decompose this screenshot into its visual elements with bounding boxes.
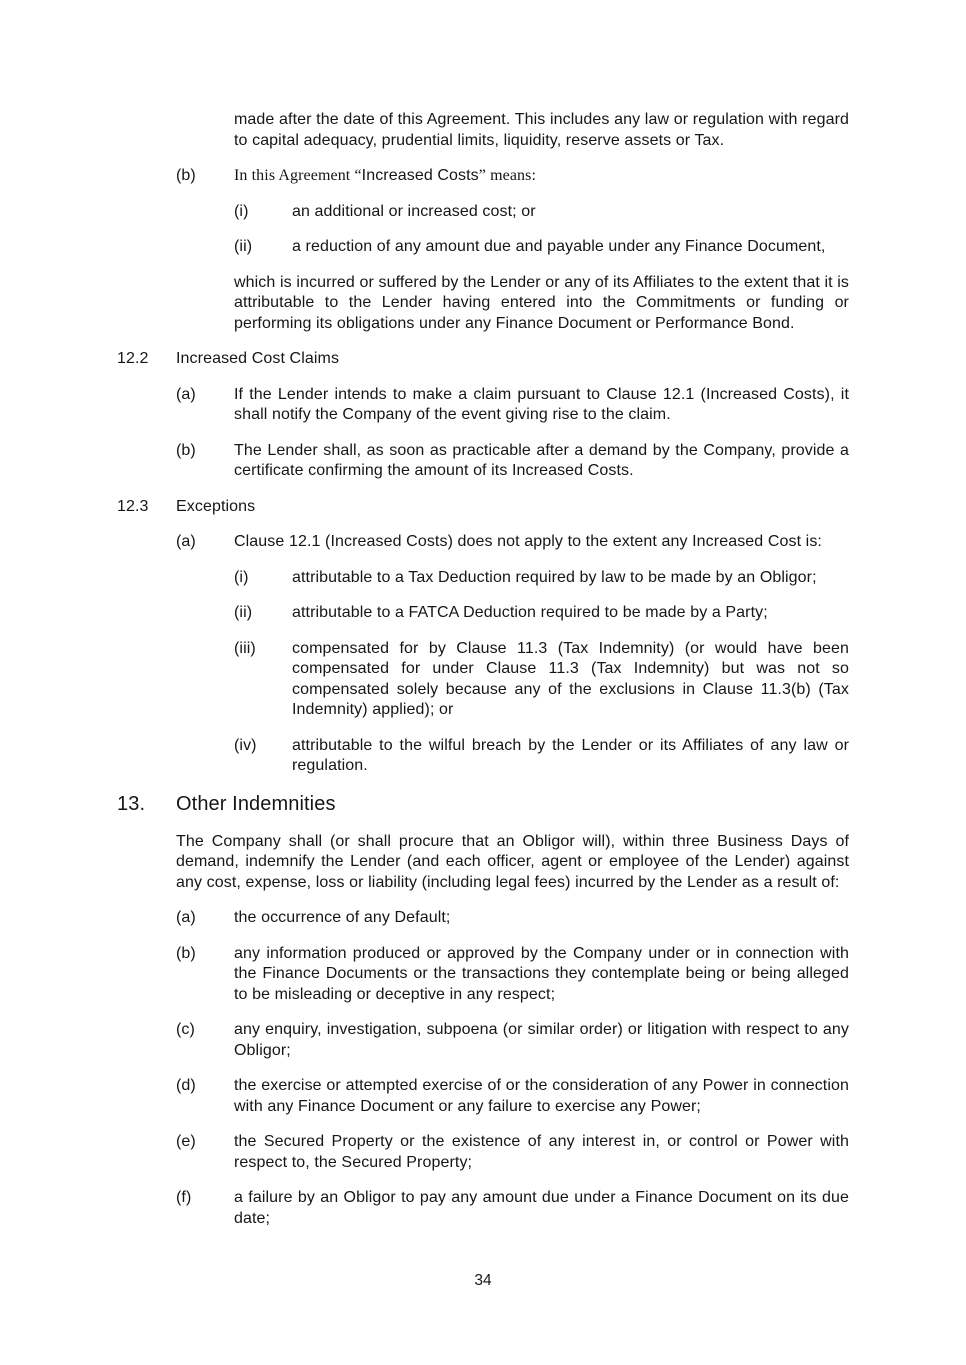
clause-marker: (i) bbox=[234, 568, 249, 586]
clause-marker: (iii) bbox=[234, 639, 256, 657]
section-13-heading bbox=[117, 792, 849, 817]
clause-marker: (a) bbox=[176, 533, 196, 550]
definition-closing-paragraph: which is incurred or suffered by the Lender or any of its Affiliates to the extent that it is attributable to the Lender having entered into the Commitments or funding or performing its obligations under any Finance Document or Performance Bond. bbox=[234, 273, 849, 332]
clause-text: an additional or increased cost; or bbox=[292, 202, 536, 220]
definition-clause-b bbox=[176, 166, 849, 187]
clause-marker: (i) bbox=[234, 202, 249, 220]
defined-term: Increased Costs bbox=[361, 167, 479, 184]
clause-text: attributable to a Tax Deduction required by law to be made by an Obligor; bbox=[292, 568, 817, 586]
section-number: 12.3 bbox=[117, 497, 149, 515]
section-12-2-item-a bbox=[176, 385, 849, 426]
section-13-item-a bbox=[176, 908, 849, 929]
clause-text: any information produced or approved by the Company under or in connection with the Finance Documents or the transactions they contemplate being or being alleged to be misleading or deceptive in any respect; bbox=[234, 944, 849, 1003]
section-12-3-item-a bbox=[176, 532, 849, 553]
clause-marker: (ii) bbox=[234, 238, 253, 255]
section-12-2-heading bbox=[117, 349, 849, 370]
clause-text: attributable to the wilful breach by the Lender or its Affiliates of any law or regulation. bbox=[292, 736, 849, 774]
clause-marker: (b) bbox=[176, 441, 196, 459]
definition-lead-text: In this Agreement “ bbox=[234, 167, 362, 184]
section-title: Increased Cost Claims bbox=[176, 350, 340, 367]
definition-item-i bbox=[234, 202, 849, 223]
clause-text: compensated for by Clause 11.3 (Tax Indemnity) (or would have been compensated for under Clause 11.3 (Tax Indemnity) but was not so compensated solely because any of the exclusions in Clause 11.3(b) (Tax Indemnity) applied); or bbox=[292, 639, 849, 718]
section-13-item-f bbox=[176, 1188, 849, 1229]
clause-text: The Lender shall, as soon as practicable after a demand by the Company, provide a certificate confirming the amount of its Increased Costs. bbox=[234, 441, 849, 479]
page-content bbox=[117, 110, 849, 1244]
section-13-item-c bbox=[176, 1020, 849, 1061]
clause-text: the Secured Property or the existence of any interest in, or control or Power with respect to, the Secured Property; bbox=[234, 1133, 849, 1171]
clause-text: a reduction of any amount due and payable under any Finance Document, bbox=[292, 238, 826, 255]
clause-text: Clause 12.1 (Increased Costs) does not apply to the extent any Increased Cost is: bbox=[234, 533, 822, 550]
section-13-item-b bbox=[176, 944, 849, 1006]
clause-marker: (iv) bbox=[234, 736, 257, 754]
section-12-2-item-b bbox=[176, 441, 849, 482]
definition-item-ii bbox=[234, 237, 849, 258]
section-number: 13. bbox=[117, 792, 146, 815]
section-12-3-sub-item-iv bbox=[234, 736, 849, 777]
definition-tail-text: ” means: bbox=[478, 167, 536, 184]
page-number: 34 bbox=[474, 1272, 492, 1289]
clause-marker: (a) bbox=[176, 909, 196, 926]
section-number: 12.2 bbox=[117, 350, 149, 367]
section-12-3-sub-item-i bbox=[234, 568, 849, 589]
clause-text: If the Lender intends to make a claim pursuant to Clause 12.1 (Increased Costs), it shall notify the Company of the event giving rise to the claim. bbox=[234, 385, 849, 423]
clause-marker: (d) bbox=[176, 1077, 196, 1094]
clause-marker: (f) bbox=[176, 1189, 192, 1206]
section-13-intro-paragraph: The Company shall (or shall procure that an Obligor will), within three Business Days of demand, indemnify the Lender (and each officer, agent or employee of the Lender) against any cost, expense, loss or liability (including legal fees) incurred by the Lender as a result of: bbox=[176, 832, 849, 891]
section-13-item-d bbox=[176, 1076, 849, 1117]
clause-text bbox=[234, 166, 849, 187]
clause-text: any enquiry, investigation, subpoena (or similar order) or litigation with respect to any Obligor; bbox=[234, 1021, 849, 1059]
clause-text: attributable to a FATCA Deduction required to be made by a Party; bbox=[292, 604, 768, 621]
section-12-3-heading bbox=[117, 497, 849, 518]
clause-marker: (a) bbox=[176, 385, 196, 403]
clause-text: the exercise or attempted exercise of or the consideration of any Power in connection with any Finance Document or any failure to exercise any Power; bbox=[234, 1077, 849, 1115]
section-title: Other Indemnities bbox=[176, 792, 336, 815]
clause-marker: (e) bbox=[176, 1133, 196, 1150]
section-13-item-e bbox=[176, 1132, 849, 1173]
clause-marker: (b) bbox=[176, 167, 196, 184]
clause-marker: (ii) bbox=[234, 604, 253, 621]
clause-marker: (b) bbox=[176, 944, 196, 962]
clause-marker: (c) bbox=[176, 1021, 195, 1038]
clause-text: a failure by an Obligor to pay any amount due under a Finance Document on its due date; bbox=[234, 1189, 849, 1227]
clause-text: the occurrence of any Default; bbox=[234, 909, 451, 926]
intro-continuation-paragraph: made after the date of this Agreement. This includes any law or regulation with regard to capital adequacy, prudential limits, liquidity, reserve assets or Tax. bbox=[234, 111, 849, 149]
section-title: Exceptions bbox=[176, 497, 256, 515]
section-12-3-sub-item-ii bbox=[234, 603, 849, 624]
section-12-3-sub-item-iii bbox=[234, 639, 849, 721]
